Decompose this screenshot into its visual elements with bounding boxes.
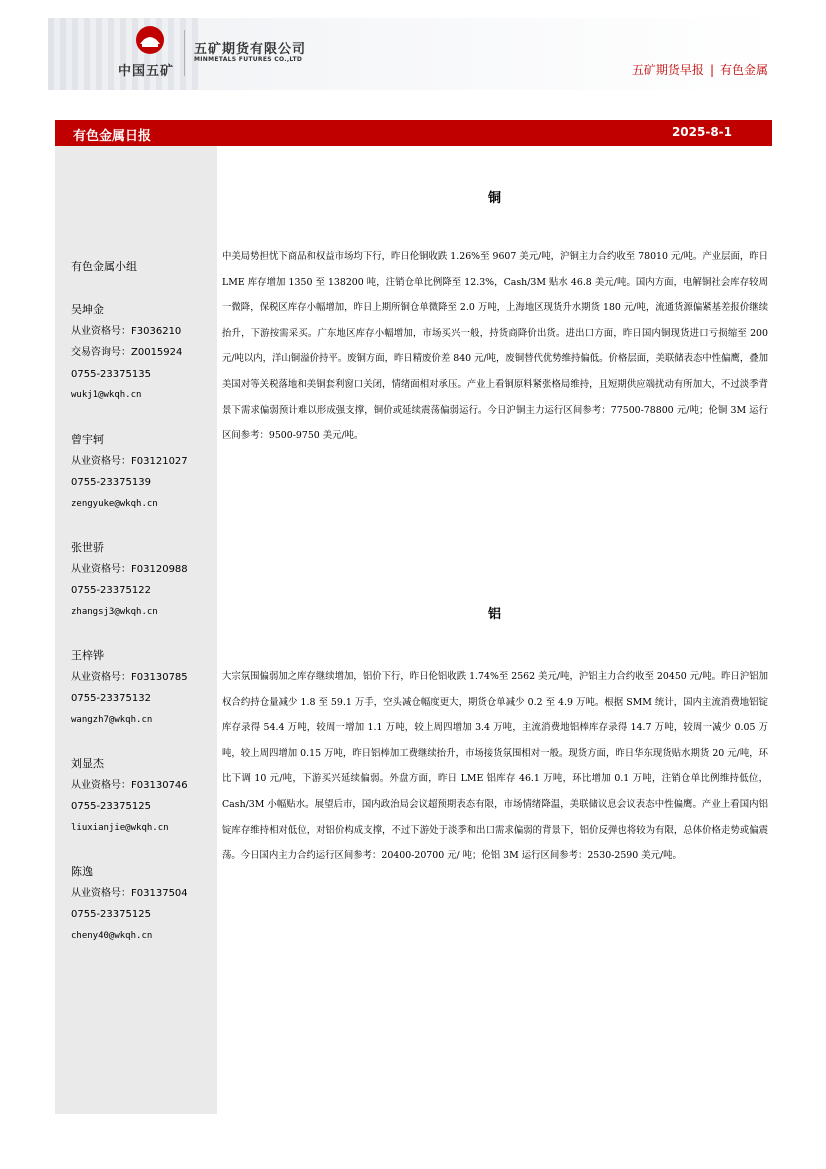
- contact-cert: 从业资格号：F03121027: [71, 455, 188, 467]
- contact-card: [71, 645, 188, 731]
- contact-card: [71, 753, 188, 839]
- report-type: 五矿期货早报: [631, 63, 704, 77]
- contact-name: 张世骄: [71, 541, 104, 554]
- contact-email: liuxianjie@wkqh.cn: [71, 822, 169, 833]
- contact-card: [71, 537, 188, 623]
- contact-phone: 0755-23375135: [71, 368, 151, 380]
- contact-card: [71, 299, 182, 407]
- contact-cert: 从业资格号：F03130785: [71, 671, 188, 683]
- logo-text: 中国五矿: [118, 64, 175, 79]
- report-date: 2025-8-1: [671, 125, 732, 139]
- company-name-en: MINMETALS FUTURES CO.,LTD: [194, 56, 303, 63]
- section-title-copper: 铜: [487, 191, 501, 206]
- contact-email: cheny40@wkqh.cn: [71, 930, 153, 941]
- contact-cert: 从业资格号：F3036210: [71, 325, 182, 337]
- contact-advisory: 交易咨询号：Z0015924: [71, 347, 183, 358]
- contact-phone: 0755-23375122: [71, 585, 151, 596]
- section-title-aluminium: 铝: [487, 607, 501, 622]
- contact-name: 刘显杰: [71, 757, 104, 770]
- contact-email: wangzh7@wkqh.cn: [71, 714, 153, 725]
- logo-divider: [184, 30, 185, 76]
- contact-name: 吴坤金: [71, 303, 104, 316]
- report-title: 有色金属日报: [73, 129, 152, 144]
- contact-name: 王梓铧: [71, 649, 104, 662]
- contact-cert: 从业资格号：F03137504: [71, 887, 188, 899]
- contact-email: zhangsj3@wkqh.cn: [71, 606, 158, 617]
- contact-email: zengyuke@wkqh.cn: [71, 498, 158, 509]
- contact-phone: 0755-23375125: [71, 909, 151, 920]
- company-name-cn: 五矿期货有限公司: [194, 42, 307, 57]
- section-body-aluminium: 大宗氛围偏弱加之库存继续增加，铝价下行，昨日伦铝收跌 1.74%至 2562 美元/吨，沪铝主力合约收至 20450 元/吨。昨日沪铝加权合约持仓量减少 1.8 至 59.1 万手，空头减仓幅度更大，期货仓单减少 0.2 至 4.9 万吨。根据 SMM 统计，国内主流消费地铝锭库存录得 54.4 万吨，较周一增加 1.1 万吨，较上周四增加 3.4 万吨，主流消费地铝棒库存录得 14.7 万吨，较周一减少 0.05 万吨，较上周四增加 0.15 万吨，昨日铝棒加工费继续抬升，市场接货氛围相对一般。现货方面，昨日华东现货贴水期货 20 元/吨，环比下调 10 元/吨，下游买兴延续偏弱。外盘方面，昨日 LME 铝库存 46.1 万吨，环比增加 0.1 万吨，注销仓单比例维持低位，Cash/3M 小幅贴水。展望后市，国内政治局会议超预期表态有限，市场情绪降温，美联储议息会议表态中性偏鹰。产业上看国内铝锭库存维持相对低位，对铝价构成支撑，不过下游处于淡季和出口需求偏弱的背景下，铝价反弹也将较为有限，总体价格走势或偏震荡。今日国内主力合约运行区间参考：20400-20700 元/ 吨；伦铝 3M 运行区间参考：2530-2590 美元/吨。: [222, 671, 768, 862]
- contact-phone: 0755-23375125: [71, 801, 151, 812]
- contact-card: [71, 861, 188, 947]
- tagline-separator: |: [709, 63, 714, 77]
- report-tagline: [632, 61, 768, 78]
- contact-cert: 从业资格号：F03130746: [71, 779, 188, 791]
- report-section: 有色金属: [719, 63, 768, 77]
- contact-phone: 0755-23375139: [71, 477, 151, 488]
- title-bar: [55, 120, 772, 146]
- contact-name: 陈逸: [71, 865, 93, 878]
- contact-name: 曾宇轲: [71, 433, 104, 446]
- minmetals-logo-icon: [134, 24, 166, 56]
- contact-cert: 从业资格号：F03120988: [71, 563, 188, 575]
- contact-sidebar: [55, 146, 217, 1114]
- section-body-copper: 中美局势担忧下商品和权益市场均下行，昨日伦铜收跌 1.26%至 9607 美元/吨，沪铜主力合约收至 78010 元/吨。产业层面，昨日 LME 库存增加 1350 至 138200 吨，注销仓单比例降至 12.3%，Cash/3M 贴水 46.8 美元/吨。国内方面，电解铜社会库存较周一微降，保税区库存小幅增加，昨日上期所铜仓单微降至 2.0 万吨，上海地区现货升水期货 180 元/吨，流通货源偏紧基差报价继续抬升，下游按需采买。广东地区库存小幅增加，市场买兴一般，持货商降价出货。进出口方面，昨日国内铜现货进口亏损缩至 200 元/吨以内，洋山铜溢价持平。废铜方面，昨日精废价差 840 元/吨，废铜替代优势维持偏低。价格层面，美联储表态中性偏鹰，叠加美国对等关税落地和美铜套利窗口关闭，情绪面相对承压。产业上看铜原料紧张格局维持，且短期供应端扰动有所加大，不过淡季背景下需求偏弱预计难以形成强支撑，铜价或延续震荡偏弱运行。今日沪铜主力运行区间参考：77500-78800 元/吨；伦铜 3M 运行区间参考：9500-9750 美元/吨。: [222, 251, 768, 442]
- team-label: 有色金属小组: [71, 260, 137, 273]
- header-banner: [48, 18, 781, 90]
- banner-background-image: [48, 18, 198, 90]
- contact-card: [71, 429, 188, 515]
- contact-email: wukj1@wkqh.cn: [71, 390, 142, 400]
- contact-phone: 0755-23375132: [71, 693, 151, 704]
